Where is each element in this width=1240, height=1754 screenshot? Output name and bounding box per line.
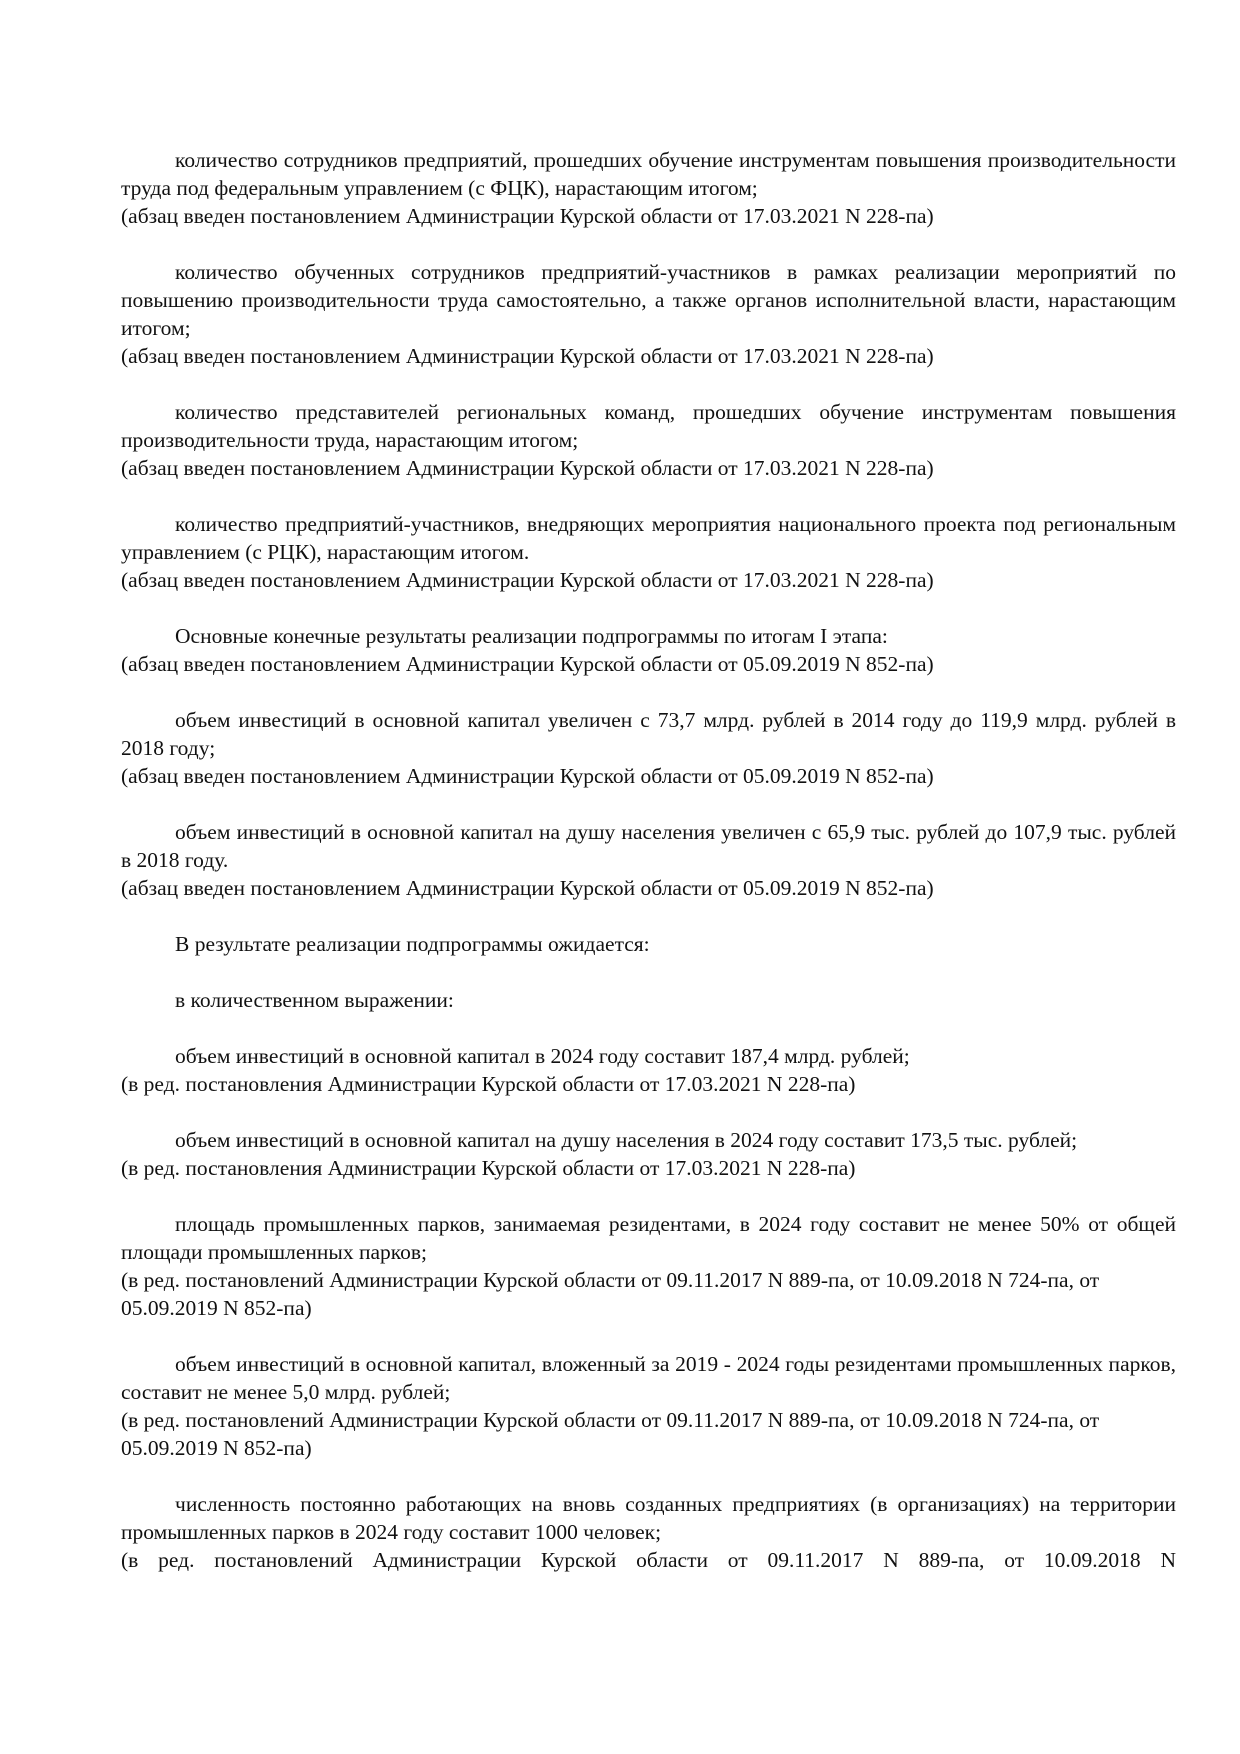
- paragraph-block: [121, 930, 1176, 958]
- paragraph-text: объем инвестиций в основной капитал на душу населения увеличен с 65,9 тыс. рублей до 107,9 тыс. рублей в 2018 году.: [121, 820, 1176, 872]
- paragraph-block: [121, 818, 1176, 902]
- amendment-note: (абзац введен постановлением Администрации Курской области от 05.09.2019 N 852-па): [121, 652, 934, 676]
- amendment-note: (абзац введен постановлением Администрации Курской области от 17.03.2021 N 228-па): [121, 204, 934, 228]
- paragraph-block: [121, 1490, 1176, 1574]
- paragraph-text: численность постоянно работающих на вновь созданных предприятиях (в организациях) на территории промышленных парков в 2024 году составит 1000 человек;: [121, 1492, 1176, 1544]
- paragraph-text: объем инвестиций в основной капитал увеличен с 73,7 млрд. рублей в 2014 году до 119,9 млрд. рублей в 2018 году;: [121, 708, 1176, 760]
- amendment-note: (в ред. постановлений Администрации Курской области от 09.11.2017 N 889-па, от 10.09.2018 N 724-па, от 05.09.2019 N 852-па): [121, 1268, 1100, 1320]
- paragraph-text: Основные конечные результаты реализации подпрограммы по итогам I этапа:: [175, 624, 888, 648]
- paragraph-text: количество предприятий-участников, внедряющих мероприятия национального проекта под региональным управлением (с РЦК), нарастающим итогом.: [121, 512, 1176, 564]
- amendment-note: (абзац введен постановлением Администрации Курской области от 05.09.2019 N 852-па): [121, 876, 934, 900]
- paragraph-text: объем инвестиций в основной капитал на душу населения в 2024 году составит 173,5 тыс. рублей;: [175, 1128, 1078, 1152]
- paragraph-block: [121, 146, 1176, 230]
- paragraph-text: количество сотрудников предприятий, прошедших обучение инструментам повышения производительности труда под федеральным управлением (с ФЦК), нарастающим итогом;: [121, 148, 1176, 200]
- paragraph-text: В результате реализации подпрограммы ожидается:: [175, 932, 650, 956]
- paragraph-block: [121, 1350, 1176, 1462]
- amendment-note: (абзац введен постановлением Администрации Курской области от 05.09.2019 N 852-па): [121, 764, 934, 788]
- amendment-note: (в ред. постановления Администрации Курской области от 17.03.2021 N 228-па): [121, 1156, 856, 1180]
- amendment-note: (абзац введен постановлением Администрации Курской области от 17.03.2021 N 228-па): [121, 568, 934, 592]
- amendment-note: (в ред. постановлений Администрации Курской области от 09.11.2017 N 889-па, от 10.09.2018 N: [121, 1548, 1176, 1572]
- paragraph-text: количество обученных сотрудников предприятий-участников в рамках реализации мероприятий по повышению производительности труда самостоятельно, а также органов исполнительной власти, нарастающим итогом;: [121, 260, 1176, 340]
- paragraph-block: [121, 258, 1176, 370]
- paragraph-text: количество представителей региональных команд, прошедших обучение инструментам повышения производительности труда, нарастающим итогом;: [121, 400, 1176, 452]
- paragraph-block: [121, 1042, 1176, 1098]
- paragraph-block: [121, 706, 1176, 790]
- paragraph-block: [121, 510, 1176, 594]
- paragraph-block: [121, 1126, 1176, 1182]
- amendment-note: (абзац введен постановлением Администрации Курской области от 17.03.2021 N 228-па): [121, 344, 934, 368]
- paragraph-block: [121, 1210, 1176, 1322]
- paragraph-text: площадь промышленных парков, занимаемая резидентами, в 2024 году составит не менее 50% от общей площади промышленных парков;: [121, 1212, 1176, 1264]
- paragraph-block: [121, 986, 1176, 1014]
- amendment-note: (в ред. постановления Администрации Курской области от 17.03.2021 N 228-па): [121, 1072, 856, 1096]
- paragraph-text: объем инвестиций в основной капитал, вложенный за 2019 - 2024 годы резидентами промышленных парков, составит не менее 5,0 млрд. рублей;: [121, 1352, 1176, 1404]
- paragraph-block: [121, 622, 1176, 678]
- amendment-note: (абзац введен постановлением Администрации Курской области от 17.03.2021 N 228-па): [121, 456, 934, 480]
- paragraph-text: в количественном выражении:: [175, 988, 454, 1012]
- document-body: [121, 146, 1176, 1602]
- paragraph-block: [121, 398, 1176, 482]
- paragraph-text: объем инвестиций в основной капитал в 2024 году составит 187,4 млрд. рублей;: [175, 1044, 910, 1068]
- amendment-note: (в ред. постановлений Администрации Курской области от 09.11.2017 N 889-па, от 10.09.2018 N 724-па, от 05.09.2019 N 852-па): [121, 1408, 1100, 1460]
